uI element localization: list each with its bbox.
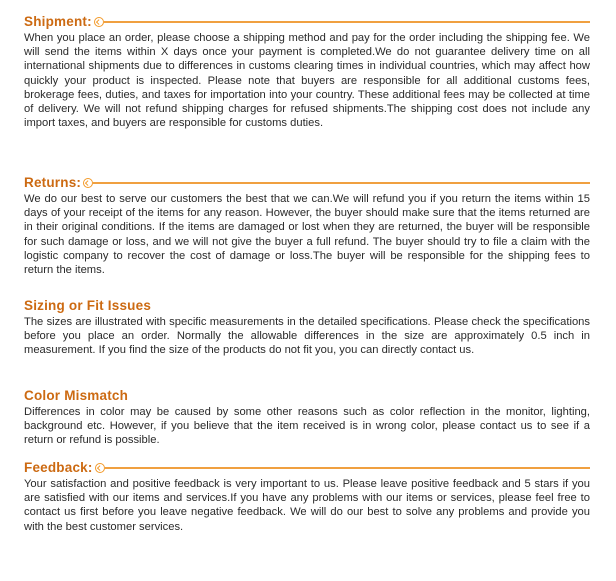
shipment-body: When you place an order, please choose a shipping method and pay for the order including the shipping fee. We will send the items within X days once your payment is completed.We do not guarantee delivery time on all international shipments due to differences in customs clearing times in individual countries, which may affect how quickly your product is inspected. Please note that buyers are responsible for all additional customs fees, brokerage fees, duties, and taxes for importation into your country. These additional fees may be collected at time of delivery. We will not refund shipping charges for refused shipments.The shipping cost does not include any import taxes, and buyers are responsible for customs duties. [24,32,590,130]
returns-heading [24,175,590,191]
feedback-body: Your satisfaction and positive feedback is very important to us. Please leave positive feedback and 5 stars if you are satisfied with our items and services.If you have any problems with our items or services, please feel free to contact us first before you leave negative feedback. We will do our best to solve any problems and provide you with the best customer services. [24,478,590,533]
heading-divider [93,182,590,184]
circle-chevron-right-icon [94,17,104,27]
returns-section [24,175,590,277]
color-body: Differences in color may be caused by some other reasons such as color reflection in the monitor, lighting, background etc. However, if you believe that the item received is in wrong color, please contact us to see if a return or refund is possible. [24,406,590,447]
sizing-section [24,298,590,358]
color-heading-text: Color Mismatch [24,388,129,403]
circle-chevron-right-icon [95,463,105,473]
feedback-heading-text: Feedback: [24,460,93,475]
heading-divider [104,21,590,23]
returns-heading-text: Returns: [24,175,82,190]
shipment-section [24,14,590,130]
color-section [24,388,590,448]
sizing-heading-text: Sizing or Fit Issues [24,298,152,313]
sizing-heading [24,298,590,314]
feedback-section [24,460,590,534]
shipment-heading-text: Shipment: [24,14,92,29]
shipment-heading [24,14,590,30]
sizing-body: The sizes are illustrated with specific measurements in the detailed specifications. Please check the specifications before you place an order. Normally the allowable differences in the size are approximately 0.5 inch in measurement. If you find the size of the products do not fit you, you can directly contact us. [24,316,590,357]
color-heading [24,388,590,404]
feedback-heading [24,460,590,476]
circle-chevron-right-icon [83,178,93,188]
heading-divider [105,467,590,469]
returns-body: We do our best to serve our customers the best that we can.We will refund you if you return the items within 15 days of your receipt of the items for any reason. However, the buyer should make sure that the items returned are in their original conditions. If the items are damaged or lost when they are returned, the buyer will be responsible for such damage or loss, and we will not give the buyer a full refund. The buyer should try to file a claim with the logistic company to recover the cost of damage or loss.The buyer will be responsible for the shipping fees to return the items. [24,193,590,277]
